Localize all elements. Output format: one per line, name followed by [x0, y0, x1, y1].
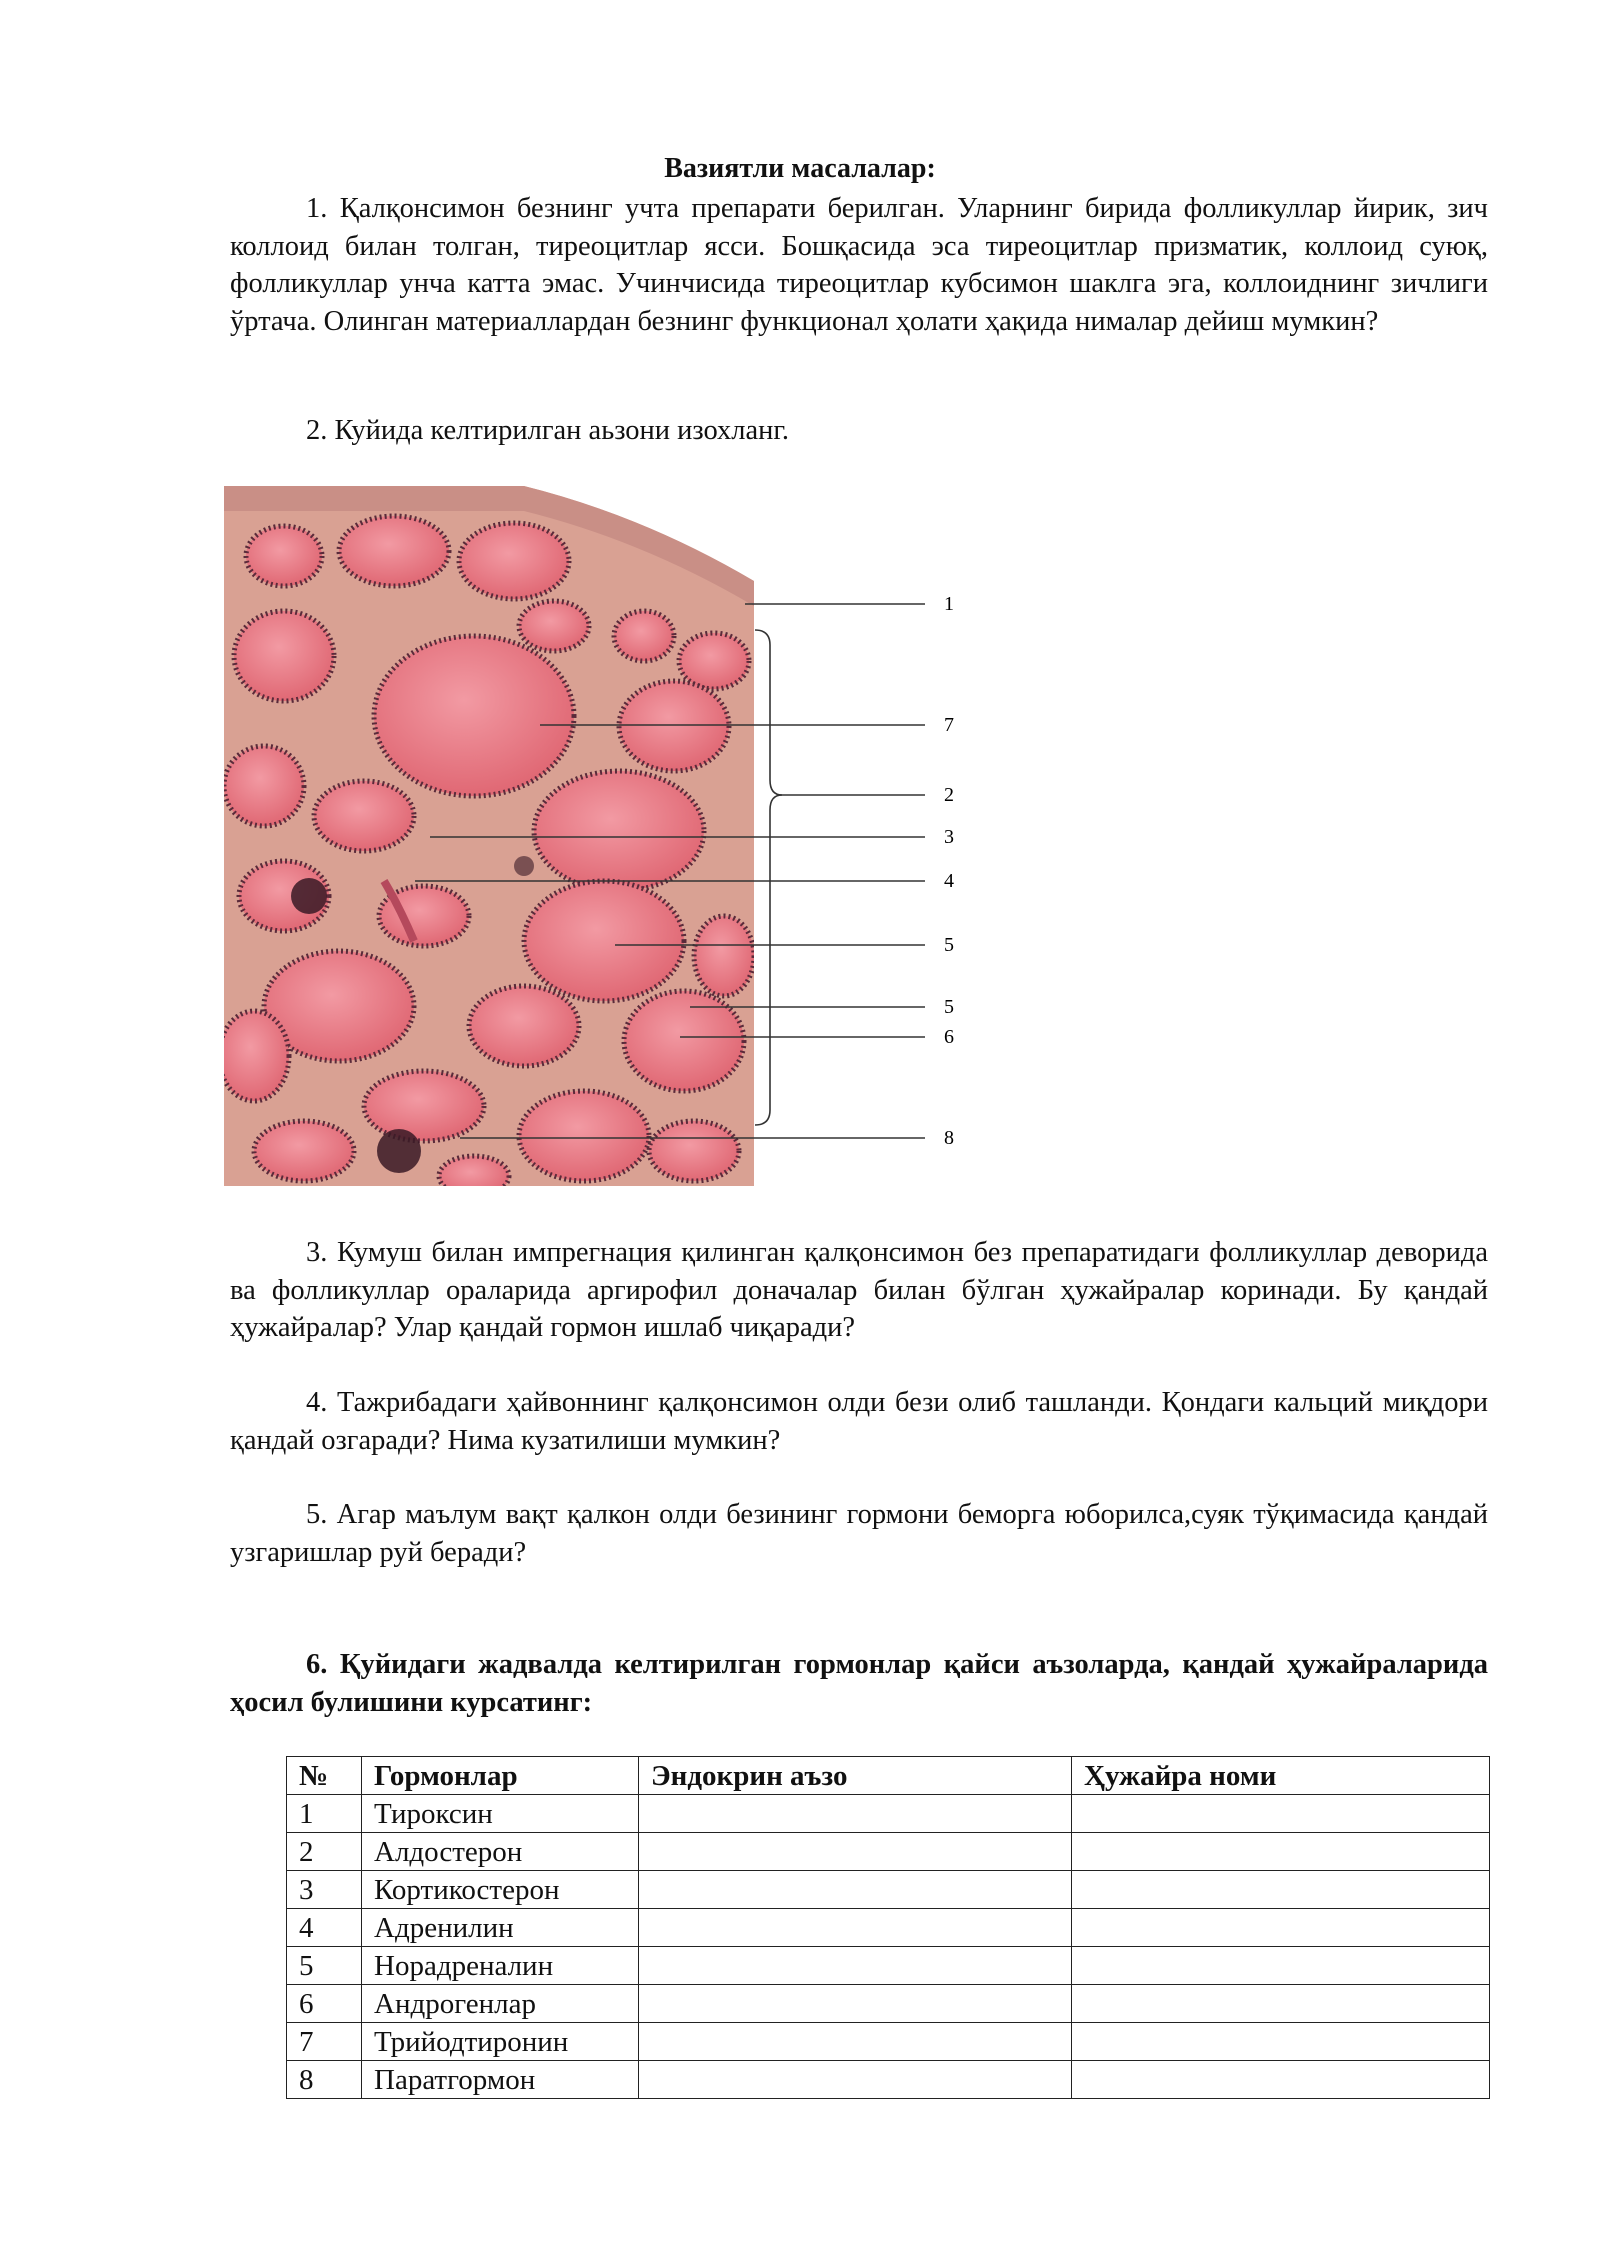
question-1-text: 1. Қалқонсимон безнинг учта препарати берилган. Уларнинг бирида фолликуллар йирик, зич коллоид билан толган, тиреоцитлар ясси. Бошқасида эса тиреоцитлар призматик, коллоид суюқ, фолликуллар унча катта эмас. Учинчисида тиреоцитлар кубсимон шаклга эга, коллоиднинг зичлиги ўртача. Олинган материаллардан безнинг функционал ҳолати ҳақида нималар дейиш мумкин? — [230, 193, 1488, 337]
cell-name-cell[interactable] — [1072, 1833, 1490, 1871]
header-endocrine-organ: Эндокрин аъзо — [639, 1757, 1072, 1795]
cell-name-cell[interactable] — [1072, 1985, 1490, 2023]
cell-name-cell[interactable] — [1072, 1947, 1490, 1985]
endocrine-organ-cell[interactable] — [639, 2023, 1072, 2061]
question-1 — [230, 190, 1488, 340]
header-number: № — [287, 1757, 362, 1795]
question-4-text: 4. Тажрибадаги ҳайвоннинг қалқонсимон олди бези олиб ташланди. Қондаги кальций миқдори қандай озгаради? Нима кузатилиши мумкин? — [230, 1387, 1488, 1456]
table-row — [287, 1795, 1490, 1833]
table-row — [287, 1947, 1490, 1985]
question-3 — [230, 1234, 1488, 1347]
figure-label-3: 3 — [944, 826, 954, 848]
question-6 — [230, 1646, 1488, 1721]
table-row — [287, 1833, 1490, 1871]
histology-image — [224, 486, 754, 1186]
cell-name-cell[interactable] — [1072, 1871, 1490, 1909]
row-number: 4 — [287, 1909, 362, 1947]
hormones-table — [286, 1756, 1490, 2099]
table-row — [287, 2061, 1490, 2099]
header-cell-name: Ҳужайра номи — [1072, 1757, 1490, 1795]
page-title: Вазиятли масалалар: — [664, 153, 936, 184]
table-row — [287, 1985, 1490, 2023]
table-row — [287, 2023, 1490, 2061]
figure-label-5b: 5 — [944, 996, 954, 1018]
hormone-name: Тироксин — [362, 1795, 639, 1833]
hormone-name: Алдостерон — [362, 1833, 639, 1871]
row-number: 2 — [287, 1833, 362, 1871]
endocrine-organ-cell[interactable] — [639, 1795, 1072, 1833]
endocrine-organ-cell[interactable] — [639, 2061, 1072, 2099]
thyroid-histology-figure — [224, 486, 754, 1186]
endocrine-organ-cell[interactable] — [639, 1985, 1072, 2023]
figure-label-2: 2 — [944, 784, 954, 806]
table-row — [287, 1871, 1490, 1909]
figure-label-4: 4 — [944, 870, 954, 892]
header-hormones: Гормонлар — [362, 1757, 639, 1795]
figure-label-8: 8 — [944, 1127, 954, 1149]
row-number: 7 — [287, 2023, 362, 2061]
row-number: 5 — [287, 1947, 362, 1985]
figure-label-6: 6 — [944, 1026, 954, 1048]
endocrine-organ-cell[interactable] — [639, 1947, 1072, 1985]
hormone-name: Норадреналин — [362, 1947, 639, 1985]
question-2 — [230, 412, 1488, 450]
table-header-row — [287, 1757, 1490, 1795]
question-6-text: 6. Қуйидаги жадвалда келтирилган гормонлар қайси аъзоларда, қандай ҳужайраларида ҳосил булишини курсатинг: — [230, 1649, 1488, 1718]
figure-label-1: 1 — [944, 593, 954, 615]
figure-label-5a: 5 — [944, 934, 954, 956]
endocrine-organ-cell[interactable] — [639, 1871, 1072, 1909]
row-number: 8 — [287, 2061, 362, 2099]
hormone-name: Паратгормон — [362, 2061, 639, 2099]
hormone-name: Трийодтиронин — [362, 2023, 639, 2061]
cell-name-cell[interactable] — [1072, 2023, 1490, 2061]
question-2-text: 2. Куйида келтирилган аьзони изохланг. — [306, 415, 790, 446]
hormone-name: Кортикостерон — [362, 1871, 639, 1909]
question-4 — [230, 1384, 1488, 1459]
question-3-text: 3. Кумуш билан импрегнация қилинган қалқонсимон без препаратидаги фолликуллар деворида ва фолликуллар ораларида аргирофил доначалар билан бўлган ҳужайралар коринади. Бу қандай ҳужайралар? Улар қандай гормон ишлаб чиқаради? — [230, 1237, 1488, 1343]
endocrine-organ-cell[interactable] — [639, 1909, 1072, 1947]
cell-name-cell[interactable] — [1072, 1909, 1490, 1947]
hormone-name: Адренилин — [362, 1909, 639, 1947]
endocrine-organ-cell[interactable] — [639, 1833, 1072, 1871]
hormone-name: Андрогенлар — [362, 1985, 639, 2023]
question-5-text: 5. Агар маълум вақт қалкон олди безининг гормони беморга юборилса,суяк тўқимасида қандай узгаришлар руй беради? — [230, 1499, 1488, 1568]
table-row — [287, 1909, 1490, 1947]
cell-name-cell[interactable] — [1072, 1795, 1490, 1833]
row-number: 3 — [287, 1871, 362, 1909]
cell-name-cell[interactable] — [1072, 2061, 1490, 2099]
row-number: 6 — [287, 1985, 362, 2023]
question-5 — [230, 1496, 1488, 1571]
figure-label-7: 7 — [944, 714, 954, 736]
row-number: 1 — [287, 1795, 362, 1833]
